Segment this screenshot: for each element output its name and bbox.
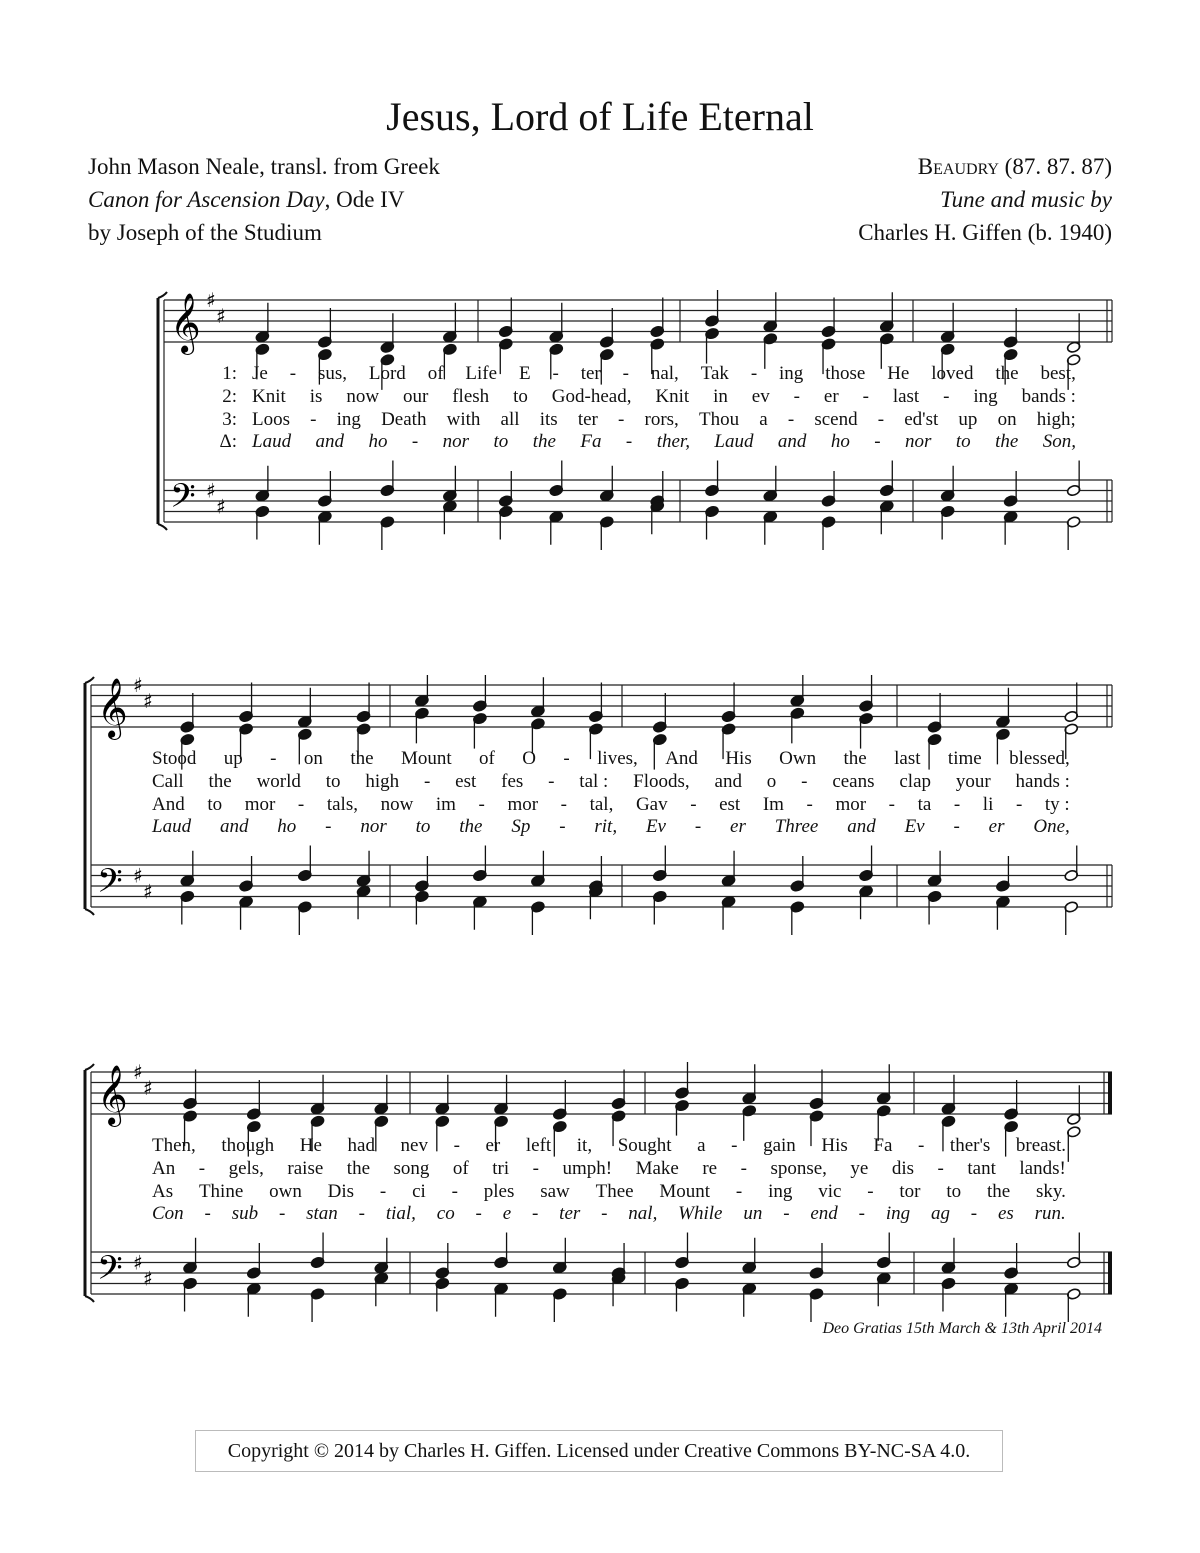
lyric-syllable: to (513, 386, 528, 407)
lyric-syllable: - (563, 748, 570, 769)
lyric-syllable: - (801, 771, 808, 792)
svg-text:♯: ♯ (133, 863, 143, 888)
lyric-syllable: loved (931, 363, 974, 384)
lyric-syllable: to (207, 794, 223, 815)
lyric-syllable: - (204, 1203, 211, 1224)
lyric-syllable: - (806, 794, 813, 815)
lyric-syllable: His (725, 748, 752, 769)
svg-text:♯: ♯ (206, 290, 216, 312)
lyric-syllable: - (862, 386, 869, 407)
svg-text:𝄢: 𝄢 (170, 477, 196, 524)
lyric-syllable: ceans (832, 771, 875, 792)
lyric-syllable: ye (850, 1158, 869, 1179)
lyric-syllable: rors, (644, 409, 679, 430)
composition-date-note: Deo Gratias 15th March & 13th April 2014 (822, 1320, 1102, 1337)
lyric-line-verse-1 (152, 1135, 1066, 1157)
lyric-syllable: ho (368, 431, 388, 452)
lyric-syllable: dis (891, 1158, 915, 1179)
lyric-syllable: - (601, 1203, 608, 1224)
lyric-syllable: nor (360, 816, 387, 837)
lyric-syllable: es (997, 1203, 1014, 1224)
lyric-syllable: ed'st (904, 409, 939, 430)
lyric-syllable: and (777, 431, 807, 452)
lyric-syllable: - (793, 386, 800, 407)
lyric-syllable: high (365, 771, 400, 792)
lyric-syllable: Fa (873, 1135, 893, 1156)
lyric-syllable: Then, (152, 1135, 196, 1156)
lyric-line-verse-3 (152, 1181, 1066, 1203)
lyric-syllable: tor (899, 1181, 921, 1202)
lyric-syllable: ev (751, 386, 770, 407)
lyric-syllable: Tak (700, 363, 729, 384)
lyric-syllable: - (867, 1181, 874, 1202)
svg-text:𝄞: 𝄞 (97, 1065, 128, 1125)
translator-line: John Mason Neale, transl. from Greek (88, 154, 440, 179)
lyric-syllable: had (347, 1135, 375, 1156)
lyric-syllable: Own (779, 748, 817, 769)
verse-number: 2: (222, 386, 237, 407)
lyric-syllable: Floods, (633, 771, 690, 792)
lyric-syllable: Fa (580, 431, 602, 452)
lyric-syllable: mor (835, 794, 867, 815)
lyric-syllable: Laud (714, 431, 754, 452)
lyric-syllable: Call (152, 771, 184, 792)
lyric-syllable: the (350, 748, 374, 769)
lyric-syllable: - (532, 1158, 539, 1179)
source-line (88, 183, 440, 216)
lyric-syllable: sub (231, 1203, 259, 1224)
lyric-syllable: An (152, 1158, 176, 1179)
score-system-2 (0, 675, 1200, 935)
lyric-syllable: co (436, 1203, 455, 1224)
lyric-syllable: O (522, 748, 536, 769)
lyric-syllable: ing (973, 386, 998, 407)
lyric-syllable: - (358, 1203, 365, 1224)
source-title: Canon for Ascension Day (88, 187, 325, 212)
lyric-syllable: tal, (589, 794, 614, 815)
lyric-syllable: er (988, 816, 1005, 837)
lyric-syllable: - (278, 1203, 286, 1224)
lyric-syllable: lands! (1019, 1158, 1066, 1179)
lyric-syllable: in (713, 386, 728, 407)
lyric-syllable: While (678, 1203, 723, 1224)
lyric-syllable: - (289, 363, 297, 384)
lyric-syllable: and (219, 816, 249, 837)
lyric-syllable: fes (501, 771, 524, 792)
svg-text:♯: ♯ (143, 1075, 153, 1100)
source-ode: , Ode IV (324, 187, 405, 212)
lyric-syllable: nev (400, 1135, 428, 1156)
lyric-syllable: nor (905, 431, 932, 452)
lyric-syllable: - (270, 748, 277, 769)
lyric-syllable: though (221, 1135, 275, 1156)
lyric-syllable: - (560, 794, 567, 815)
lyric-syllable: Thou (698, 409, 740, 430)
lyric-syllable: Mount (400, 748, 452, 769)
lyric-syllable: now (380, 794, 414, 815)
lyric-syllable: Je (252, 363, 268, 384)
lyric-syllable: song (393, 1158, 430, 1179)
lyric-syllable: sponse, (770, 1158, 827, 1179)
lyric-line-verse-2 (252, 386, 1076, 408)
lyric-syllable: ther, (656, 431, 690, 452)
lyric-syllable: of (452, 1158, 469, 1179)
lyric-syllable: - (787, 409, 795, 430)
lyric-syllable: Dis (327, 1181, 355, 1202)
verse-number: Δ: (219, 431, 237, 452)
lyric-syllable: the (843, 748, 867, 769)
lyric-syllable: Im (762, 794, 784, 815)
lyric-syllable: - (411, 431, 419, 452)
lyric-syllable: Stood (152, 748, 197, 769)
lyric-syllable: last (892, 386, 920, 407)
lyric-syllable: to (325, 771, 341, 792)
lyric-syllable: it, (576, 1135, 593, 1156)
lyric-syllable: Knit (252, 386, 286, 407)
lyric-syllable: the (995, 431, 1019, 452)
lyric-syllable: - (888, 794, 895, 815)
lyric-syllable: now (346, 386, 380, 407)
lyric-syllable: Lord (368, 363, 406, 384)
lyric-syllable: - (877, 409, 885, 430)
lyric-syllable: to (955, 431, 971, 452)
lyric-syllable: ci (412, 1181, 426, 1202)
lyric-syllable: - (475, 1203, 482, 1224)
lyric-syllable: re (702, 1158, 718, 1179)
lyric-syllable: - (424, 771, 431, 792)
lyric-syllable: - (297, 794, 305, 815)
lyric-syllable: end (810, 1203, 838, 1224)
lyric-syllable: ho (830, 431, 850, 452)
lyric-syllable: His (821, 1135, 848, 1156)
lyric-syllable: ta (917, 794, 932, 815)
lyric-line-verse-3 (152, 794, 1070, 816)
lyric-line-verse-2 (152, 1158, 1066, 1180)
lyric-syllable: ing (779, 363, 804, 384)
lyric-syllable: on (997, 409, 1017, 430)
lyric-syllable: ples (483, 1181, 515, 1202)
lyric-syllable: time (947, 748, 982, 769)
lyric-line-verse-4 (152, 816, 1070, 838)
lyric-syllable: As (152, 1181, 174, 1202)
lyric-syllable: Laud (152, 816, 192, 837)
lyric-syllable: gain (763, 1135, 796, 1156)
svg-text:♯: ♯ (143, 879, 153, 904)
lyric-syllable: breast. (1015, 1135, 1066, 1156)
lyric-syllable: - (783, 1203, 790, 1224)
svg-text:𝄢: 𝄢 (97, 1249, 123, 1296)
lyric-syllable: And (665, 748, 698, 769)
composer-line: Charles H. Giffen (b. 1940) (858, 220, 1112, 245)
lyric-syllable: - (622, 363, 629, 384)
tune-line (858, 150, 1112, 183)
lyric-syllable: high; (1036, 409, 1076, 430)
lyric-syllable: Ev (645, 816, 666, 837)
lyric-syllable: tial, (385, 1203, 416, 1224)
lyric-syllable: and (315, 431, 345, 452)
verse-number: 3: (222, 409, 237, 430)
lyric-syllable: - (325, 816, 332, 837)
lyric-syllable: Laud (252, 431, 292, 452)
lyric-syllable: er (823, 386, 839, 407)
lyric-syllable: the (459, 816, 483, 837)
lyric-syllable: - (750, 363, 758, 384)
lyric-syllable: lives, (597, 748, 638, 769)
lyric-syllable: Life (465, 363, 498, 384)
lyric-syllable: est (455, 771, 477, 792)
lyric-syllable: up (958, 409, 978, 430)
lyric-syllable: our (402, 386, 429, 407)
lyric-syllable: - (690, 794, 697, 815)
lyric-syllable: tals, (326, 794, 358, 815)
lyric-syllable: - (1015, 794, 1023, 815)
lyric-syllable: - (740, 1158, 747, 1179)
lyric-syllable: Loos (252, 409, 290, 430)
lyric-line-verse-1 (152, 748, 1070, 770)
lyric-syllable: own (269, 1181, 302, 1202)
lyric-syllable: tal : (579, 771, 609, 792)
svg-text:♯: ♯ (216, 303, 226, 328)
lyric-syllable: - (874, 431, 881, 452)
lyric-syllable: sky. (1035, 1181, 1066, 1202)
lyric-syllable: raise (287, 1158, 324, 1179)
lyric-syllable: One, (1033, 816, 1070, 837)
lyric-syllable: the (532, 431, 556, 452)
verse-number: 1: (222, 363, 237, 384)
lyric-syllable: vic (818, 1181, 842, 1202)
lyric-syllable: - (735, 1181, 743, 1202)
lyric-syllable: - (198, 1158, 206, 1179)
lyric-syllable: a (697, 1135, 706, 1156)
lyric-syllable: nor (442, 431, 470, 452)
lyric-syllable: the (995, 363, 1019, 384)
lyric-syllable: - (478, 794, 485, 815)
lyric-syllable: - (943, 386, 950, 407)
score-system-1 (0, 290, 1200, 550)
lyric-line-verse-1 (252, 363, 1076, 385)
lyric-syllable: - (918, 1135, 925, 1156)
lyric-syllable: ing (336, 409, 361, 430)
lyric-syllable: bands : (1021, 386, 1076, 407)
svg-text:♯: ♯ (133, 1062, 143, 1084)
lyric-syllable: ty : (1044, 794, 1070, 815)
lyric-syllable: a (759, 409, 768, 430)
svg-text:♯: ♯ (216, 494, 226, 519)
lyric-syllable: clap (899, 771, 932, 792)
lyric-syllable: mor (507, 794, 539, 815)
lyric-syllable: those (825, 363, 866, 384)
lyric-syllable: with (446, 409, 481, 430)
lyric-syllable: - (953, 794, 961, 815)
lyric-syllable: world (256, 771, 301, 792)
lyric-syllable: umph! (562, 1158, 613, 1179)
lyric-syllable: Sp (511, 816, 531, 837)
lyric-syllable: your (955, 771, 991, 792)
lyric-syllable: Make (635, 1158, 679, 1179)
svg-text:♯: ♯ (133, 675, 143, 697)
author-line: by Joseph of the Studium (88, 220, 322, 245)
lyric-syllable: - (625, 431, 633, 452)
lyric-syllable: left (525, 1135, 552, 1156)
lyric-syllable: - (559, 816, 566, 837)
lyric-syllable: nal, (628, 1203, 658, 1224)
svg-text:♯: ♯ (133, 1250, 143, 1275)
lyric-syllable: Con (152, 1203, 184, 1224)
lyric-syllable: and (714, 771, 742, 792)
lyric-syllable: Knit (655, 386, 690, 407)
lyric-syllable: nal, (650, 363, 679, 384)
lyric-syllable: er (730, 816, 746, 837)
lyric-syllable: to (946, 1181, 962, 1202)
composer-label: Tune and music by (940, 187, 1112, 212)
lyric-line-verse-2 (152, 771, 1070, 793)
lyric-syllable: ter (577, 409, 598, 430)
lyric-syllable: to (493, 431, 509, 452)
lyric-syllable: - (548, 771, 555, 792)
lyric-syllable: run. (1034, 1203, 1066, 1224)
lyric-syllable: gels, (228, 1158, 264, 1179)
lyric-syllable: un (743, 1203, 763, 1224)
lyric-syllable: - (453, 1135, 460, 1156)
svg-text:♯: ♯ (143, 688, 153, 713)
lyric-syllable: Three (774, 816, 819, 837)
lyric-syllable: - (694, 816, 702, 837)
lyric-syllable: - (552, 363, 559, 384)
copyright-notice: Copyright © 2014 by Charles H. Giffen. Licensed under Creative Commons BY-NC-SA 4.0. (195, 1430, 1003, 1472)
lyric-syllable: sus, (317, 363, 347, 384)
svg-text:𝄞: 𝄞 (170, 293, 201, 353)
lyric-syllable: He (299, 1135, 322, 1156)
lyric-syllable: to (415, 816, 431, 837)
lyric-syllable: ther's (949, 1135, 991, 1156)
lyric-syllable: - (379, 1181, 387, 1202)
lyric-syllable: the (986, 1181, 1011, 1202)
lyric-syllable: tri (492, 1158, 510, 1179)
lyric-syllable: of (427, 363, 444, 384)
lyric-line-verse-4 (152, 1203, 1066, 1225)
lyric-syllable: Mount (659, 1181, 711, 1202)
lyric-syllable: Death (381, 409, 427, 430)
lyric-syllable: ter (559, 1203, 581, 1224)
lyric-syllable: best, (1040, 363, 1076, 384)
lyric-syllable: Sought (617, 1135, 672, 1156)
lyric-syllable: er (485, 1135, 501, 1156)
tune-meter: (87. 87. 87) (998, 154, 1112, 179)
tune-credits (858, 150, 1112, 249)
tune-name: Beaudry (917, 154, 999, 179)
lyric-syllable: flesh (452, 386, 490, 407)
lyric-syllable: blessed, (1009, 748, 1070, 769)
svg-text:𝄢: 𝄢 (97, 862, 123, 909)
lyric-syllable: He (887, 363, 910, 384)
lyric-syllable: its (539, 409, 558, 430)
lyric-syllable: - (532, 1203, 539, 1224)
lyric-syllable: - (937, 1158, 944, 1179)
text-credits (88, 150, 440, 249)
lyric-syllable: ing (885, 1203, 911, 1224)
svg-text:𝄞: 𝄞 (97, 678, 128, 738)
lyric-syllable: on (303, 748, 323, 769)
lyric-syllable: - (451, 1181, 458, 1202)
lyric-syllable: Thee (595, 1181, 634, 1202)
lyric-syllable: e (502, 1203, 512, 1224)
lyric-line-verse-4 (252, 431, 1076, 453)
lyric-syllable: Ev (904, 816, 925, 837)
lyric-syllable: And (152, 794, 185, 815)
lyric-syllable: and (847, 816, 876, 837)
lyric-syllable: - (618, 409, 625, 430)
lyric-syllable: - (858, 1203, 865, 1224)
lyric-syllable: ho (277, 816, 297, 837)
lyric-syllable: mor (244, 794, 276, 815)
lyric-syllable: E (518, 363, 531, 384)
hymn-title: Jesus, Lord of Life Eternal (386, 94, 814, 139)
lyric-syllable: God-head, (551, 386, 632, 407)
lyric-syllable: li (982, 794, 994, 815)
lyric-syllable: - (731, 1135, 738, 1156)
lyric-syllable: Thine (198, 1181, 244, 1202)
lyric-syllable: Gav (635, 794, 668, 815)
lyric-syllable: - (953, 816, 960, 837)
lyric-syllable: ter (580, 363, 601, 384)
lyric-syllable: the (208, 771, 232, 792)
lyric-syllable: scend (814, 409, 858, 430)
lyric-syllable: rit, (594, 816, 618, 837)
lyric-syllable: up (223, 748, 243, 769)
lyric-syllable: est (719, 794, 741, 815)
lyric-syllable: saw (540, 1181, 570, 1202)
lyric-syllable: stan (306, 1203, 338, 1224)
lyric-syllable: im (435, 794, 456, 815)
lyric-syllable: hands : (1015, 771, 1070, 792)
lyric-line-verse-3 (252, 409, 1076, 431)
score-system-3 (0, 1062, 1200, 1322)
svg-text:♯: ♯ (206, 478, 216, 503)
svg-text:♯: ♯ (143, 1266, 153, 1291)
lyric-syllable: all (500, 409, 520, 430)
lyric-syllable: - (310, 409, 317, 430)
lyric-syllable: last (894, 748, 921, 769)
lyric-syllable: Son, (1042, 431, 1076, 452)
lyric-syllable: - (970, 1203, 978, 1224)
lyric-syllable: the (346, 1158, 371, 1179)
lyric-syllable: tant (967, 1158, 996, 1179)
lyric-syllable: o (766, 771, 777, 792)
lyric-syllable: ing (768, 1181, 793, 1202)
lyric-syllable: of (479, 748, 495, 769)
lyric-syllable: is (309, 386, 323, 407)
lyric-syllable: ag (930, 1203, 950, 1224)
